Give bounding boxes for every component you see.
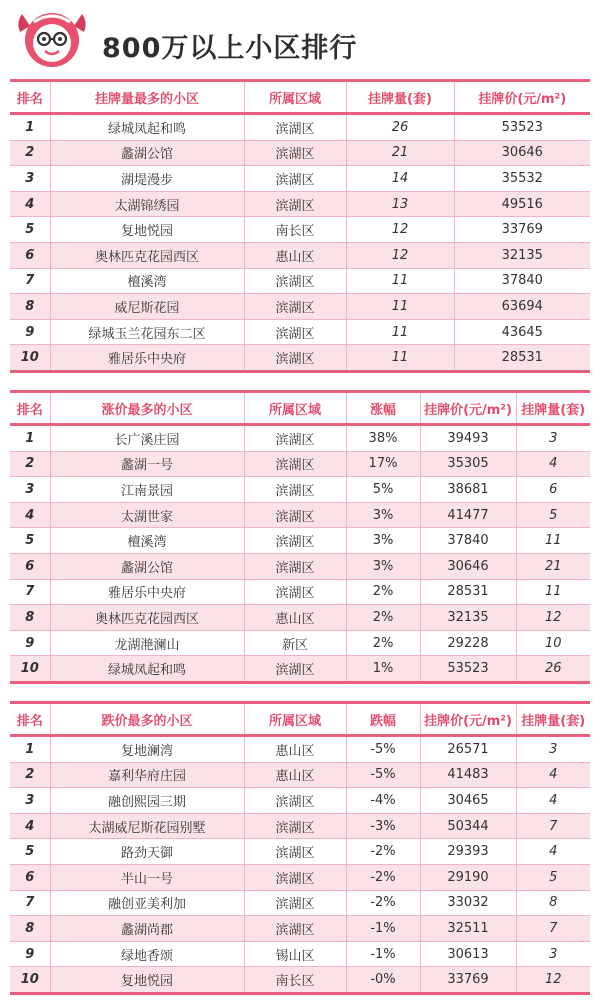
column-header: 排名 bbox=[10, 81, 50, 114]
table-cell: 滨湖区 bbox=[244, 656, 346, 683]
header-row bbox=[10, 392, 590, 425]
table-cell: 33769 bbox=[420, 967, 516, 994]
table-row bbox=[10, 967, 590, 994]
table-cell: 6 bbox=[516, 477, 590, 503]
rank-cell: 6 bbox=[10, 553, 50, 579]
rank-cell: 10 bbox=[10, 967, 50, 994]
table-cell: 滨湖区 bbox=[244, 916, 346, 942]
community-name-cell: 威尼斯花园 bbox=[50, 294, 244, 320]
price-rise-table bbox=[10, 390, 590, 684]
table-cell: 滨湖区 bbox=[244, 528, 346, 554]
table-row bbox=[10, 762, 590, 788]
table-cell: 7 bbox=[516, 813, 590, 839]
table-cell: 惠山区 bbox=[244, 605, 346, 631]
table-cell: 1% bbox=[346, 656, 420, 683]
table-row bbox=[10, 864, 590, 890]
rank-cell: 1 bbox=[10, 425, 50, 452]
table-row bbox=[10, 166, 590, 192]
rank-cell: 4 bbox=[10, 502, 50, 528]
table-cell: 41477 bbox=[420, 502, 516, 528]
table-cell: 滨湖区 bbox=[244, 553, 346, 579]
table-cell: 滨湖区 bbox=[244, 140, 346, 166]
table-cell: 滨湖区 bbox=[244, 477, 346, 503]
table-row bbox=[10, 451, 590, 477]
mascot-logo-icon bbox=[14, 8, 90, 72]
table-cell: 37840 bbox=[420, 528, 516, 554]
table-cell: 32135 bbox=[420, 605, 516, 631]
table-cell: 38681 bbox=[420, 477, 516, 503]
table-cell: 滨湖区 bbox=[244, 788, 346, 814]
rank-cell: 2 bbox=[10, 140, 50, 166]
rank-cell: 6 bbox=[10, 864, 50, 890]
table-cell: 49516 bbox=[454, 191, 590, 217]
rank-cell: 3 bbox=[10, 166, 50, 192]
table-row bbox=[10, 477, 590, 503]
table-cell: 滨湖区 bbox=[244, 319, 346, 345]
table-cell: 11 bbox=[516, 579, 590, 605]
community-name-cell: 龙湖滟澜山 bbox=[50, 630, 244, 656]
table-cell: 3% bbox=[346, 502, 420, 528]
table-row bbox=[10, 191, 590, 217]
table-cell: 12 bbox=[346, 242, 454, 268]
community-name-cell: 半山一号 bbox=[50, 864, 244, 890]
column-header: 挂牌价(元/m²) bbox=[420, 703, 516, 736]
header bbox=[0, 0, 600, 78]
table-cell: 32135 bbox=[454, 242, 590, 268]
rank-cell: 1 bbox=[10, 736, 50, 763]
table-cell: 南长区 bbox=[244, 217, 346, 243]
community-name-cell: 融创亚美利加 bbox=[50, 890, 244, 916]
table-cell: 10 bbox=[516, 630, 590, 656]
table-cell: 滨湖区 bbox=[244, 839, 346, 865]
table-cell: -2% bbox=[346, 864, 420, 890]
table-cell: 30646 bbox=[420, 553, 516, 579]
table-row bbox=[10, 579, 590, 605]
community-name-cell: 复地悦园 bbox=[50, 967, 244, 994]
table-cell: -0% bbox=[346, 967, 420, 994]
rank-cell: 7 bbox=[10, 579, 50, 605]
rank-cell: 1 bbox=[10, 114, 50, 141]
rank-cell: 5 bbox=[10, 217, 50, 243]
table-row bbox=[10, 630, 590, 656]
column-header: 挂牌量(套) bbox=[516, 392, 590, 425]
table-cell: 37840 bbox=[454, 268, 590, 294]
table-cell: 滨湖区 bbox=[244, 191, 346, 217]
rank-cell: 2 bbox=[10, 762, 50, 788]
column-header: 涨价最多的小区 bbox=[50, 392, 244, 425]
community-name-cell: 檀溪湾 bbox=[50, 528, 244, 554]
table-cell: 11 bbox=[346, 268, 454, 294]
community-name-cell: 湖堤漫步 bbox=[50, 166, 244, 192]
column-header: 挂牌量(套) bbox=[516, 703, 590, 736]
community-name-cell: 太湖威尼斯花园别墅 bbox=[50, 813, 244, 839]
table-cell: 29228 bbox=[420, 630, 516, 656]
table-cell: 11 bbox=[346, 294, 454, 320]
price-drop-table bbox=[10, 701, 590, 995]
table-row bbox=[10, 242, 590, 268]
community-name-cell: 檀溪湾 bbox=[50, 268, 244, 294]
table-cell: 8 bbox=[516, 890, 590, 916]
table-cell: 26 bbox=[516, 656, 590, 683]
table-cell: 32511 bbox=[420, 916, 516, 942]
table-cell: 惠山区 bbox=[244, 762, 346, 788]
rank-cell: 10 bbox=[10, 345, 50, 372]
table-cell: 新区 bbox=[244, 630, 346, 656]
table-cell: 2% bbox=[346, 605, 420, 631]
table-cell: 35305 bbox=[420, 451, 516, 477]
table-cell: 50344 bbox=[420, 813, 516, 839]
table-cell: 43645 bbox=[454, 319, 590, 345]
page-title: 800万以上小区排行 bbox=[102, 33, 358, 64]
table-cell: 41483 bbox=[420, 762, 516, 788]
table-cell: 4 bbox=[516, 762, 590, 788]
table-cell: 滨湖区 bbox=[244, 345, 346, 372]
column-header: 跌价最多的小区 bbox=[50, 703, 244, 736]
community-name-cell: 雅居乐中央府 bbox=[50, 579, 244, 605]
table-cell: 11 bbox=[346, 345, 454, 372]
table-cell: 11 bbox=[346, 319, 454, 345]
table-cell: 5 bbox=[516, 864, 590, 890]
table-row bbox=[10, 294, 590, 320]
table-cell: 滨湖区 bbox=[244, 579, 346, 605]
community-name-cell: 融创熙园三期 bbox=[50, 788, 244, 814]
table-cell: 滨湖区 bbox=[244, 268, 346, 294]
table-cell: 33769 bbox=[454, 217, 590, 243]
table-cell: -3% bbox=[346, 813, 420, 839]
table-row bbox=[10, 553, 590, 579]
table-cell: 26 bbox=[346, 114, 454, 141]
header-row bbox=[10, 81, 590, 114]
table-cell: 3% bbox=[346, 528, 420, 554]
table-cell: 滨湖区 bbox=[244, 813, 346, 839]
column-header: 涨幅 bbox=[346, 392, 420, 425]
table-cell: 17% bbox=[346, 451, 420, 477]
community-name-cell: 蠡湖公馆 bbox=[50, 140, 244, 166]
table-cell: 29190 bbox=[420, 864, 516, 890]
community-name-cell: 复地澜湾 bbox=[50, 736, 244, 763]
table-cell: 4 bbox=[516, 839, 590, 865]
community-name-cell: 嘉利华府庄园 bbox=[50, 762, 244, 788]
table-cell: -1% bbox=[346, 941, 420, 967]
column-header: 挂牌量最多的小区 bbox=[50, 81, 244, 114]
table-row bbox=[10, 736, 590, 763]
column-header: 所属区域 bbox=[244, 703, 346, 736]
rank-cell: 6 bbox=[10, 242, 50, 268]
table-cell: 39493 bbox=[420, 425, 516, 452]
table-row bbox=[10, 114, 590, 141]
community-name-cell: 蠡湖一号 bbox=[50, 451, 244, 477]
community-name-cell: 蠡湖公馆 bbox=[50, 553, 244, 579]
table-row bbox=[10, 217, 590, 243]
rank-cell: 9 bbox=[10, 319, 50, 345]
table-cell: 3 bbox=[516, 736, 590, 763]
community-name-cell: 太湖世家 bbox=[50, 502, 244, 528]
table-cell: 惠山区 bbox=[244, 242, 346, 268]
table-cell: 5 bbox=[516, 502, 590, 528]
table-cell: 21 bbox=[516, 553, 590, 579]
table-cell: 28531 bbox=[420, 579, 516, 605]
community-name-cell: 江南景园 bbox=[50, 477, 244, 503]
community-name-cell: 长广溪庄园 bbox=[50, 425, 244, 452]
table-row bbox=[10, 605, 590, 631]
column-header: 所属区域 bbox=[244, 392, 346, 425]
community-name-cell: 奥林匹克花园西区 bbox=[50, 242, 244, 268]
table-row bbox=[10, 941, 590, 967]
table-cell: 滨湖区 bbox=[244, 425, 346, 452]
rank-cell: 8 bbox=[10, 916, 50, 942]
table-cell: 滨湖区 bbox=[244, 451, 346, 477]
rank-cell: 7 bbox=[10, 890, 50, 916]
rank-cell: 5 bbox=[10, 839, 50, 865]
most-listings-table bbox=[10, 79, 590, 373]
table-cell: 12 bbox=[516, 967, 590, 994]
community-name-cell: 路劲天御 bbox=[50, 839, 244, 865]
table-cell: 2% bbox=[346, 630, 420, 656]
community-name-cell: 蠡湖尚郡 bbox=[50, 916, 244, 942]
table-cell: 惠山区 bbox=[244, 736, 346, 763]
rank-cell: 10 bbox=[10, 656, 50, 683]
table-row bbox=[10, 788, 590, 814]
table-cell: 53523 bbox=[454, 114, 590, 141]
table-cell: -2% bbox=[346, 890, 420, 916]
table-cell: -5% bbox=[346, 762, 420, 788]
table-cell: 12 bbox=[516, 605, 590, 631]
table-row bbox=[10, 345, 590, 372]
table-cell: 南长区 bbox=[244, 967, 346, 994]
table-cell: 21 bbox=[346, 140, 454, 166]
column-header: 排名 bbox=[10, 392, 50, 425]
rank-cell: 8 bbox=[10, 294, 50, 320]
table-row bbox=[10, 813, 590, 839]
column-header: 所属区域 bbox=[244, 81, 346, 114]
table-cell: 滨湖区 bbox=[244, 864, 346, 890]
table-cell: 11 bbox=[516, 528, 590, 554]
table-cell: 13 bbox=[346, 191, 454, 217]
table-cell: 3 bbox=[516, 941, 590, 967]
table-cell: 30613 bbox=[420, 941, 516, 967]
table-cell: 滨湖区 bbox=[244, 890, 346, 916]
table-cell: 滨湖区 bbox=[244, 114, 346, 141]
table-cell: 5% bbox=[346, 477, 420, 503]
table-cell: 33032 bbox=[420, 890, 516, 916]
community-name-cell: 太湖锦绣园 bbox=[50, 191, 244, 217]
rank-cell: 7 bbox=[10, 268, 50, 294]
column-header: 挂牌量(套) bbox=[346, 81, 454, 114]
table-cell: 30646 bbox=[454, 140, 590, 166]
table-cell: 2% bbox=[346, 579, 420, 605]
table-cell: 3 bbox=[516, 425, 590, 452]
table-cell: 26571 bbox=[420, 736, 516, 763]
table-row bbox=[10, 656, 590, 683]
table-cell: 7 bbox=[516, 916, 590, 942]
table-row bbox=[10, 839, 590, 865]
table-cell: -4% bbox=[346, 788, 420, 814]
community-name-cell: 雅居乐中央府 bbox=[50, 345, 244, 372]
table-row bbox=[10, 425, 590, 452]
rank-cell: 3 bbox=[10, 477, 50, 503]
community-name-cell: 绿城玉兰花园东二区 bbox=[50, 319, 244, 345]
table-cell: 38% bbox=[346, 425, 420, 452]
table-cell: 29393 bbox=[420, 839, 516, 865]
rank-cell: 5 bbox=[10, 528, 50, 554]
rank-cell: 4 bbox=[10, 191, 50, 217]
community-name-cell: 复地悦园 bbox=[50, 217, 244, 243]
community-name-cell: 绿城凤起和鸣 bbox=[50, 114, 244, 141]
rank-cell: 9 bbox=[10, 941, 50, 967]
table-cell: -2% bbox=[346, 839, 420, 865]
table-cell: 4 bbox=[516, 788, 590, 814]
table-row bbox=[10, 319, 590, 345]
rank-cell: 4 bbox=[10, 813, 50, 839]
table-cell: 35532 bbox=[454, 166, 590, 192]
table-cell: -1% bbox=[346, 916, 420, 942]
table-row bbox=[10, 528, 590, 554]
column-header: 跌幅 bbox=[346, 703, 420, 736]
column-header: 挂牌价(元/m²) bbox=[420, 392, 516, 425]
table-cell: 12 bbox=[346, 217, 454, 243]
table-cell: 63694 bbox=[454, 294, 590, 320]
rank-cell: 2 bbox=[10, 451, 50, 477]
table-cell: 28531 bbox=[454, 345, 590, 372]
table-cell: 53523 bbox=[420, 656, 516, 683]
table-cell: 30465 bbox=[420, 788, 516, 814]
rank-cell: 3 bbox=[10, 788, 50, 814]
table-cell: 14 bbox=[346, 166, 454, 192]
column-header: 排名 bbox=[10, 703, 50, 736]
table-row bbox=[10, 890, 590, 916]
table-cell: -5% bbox=[346, 736, 420, 763]
rank-cell: 9 bbox=[10, 630, 50, 656]
table-row bbox=[10, 140, 590, 166]
community-name-cell: 绿城凤起和鸣 bbox=[50, 656, 244, 683]
column-header: 挂牌价(元/m²) bbox=[454, 81, 590, 114]
rank-cell: 8 bbox=[10, 605, 50, 631]
header-row bbox=[10, 703, 590, 736]
table-row bbox=[10, 916, 590, 942]
table-cell: 锡山区 bbox=[244, 941, 346, 967]
table-cell: 4 bbox=[516, 451, 590, 477]
table-row bbox=[10, 502, 590, 528]
table-row bbox=[10, 268, 590, 294]
table-cell: 滨湖区 bbox=[244, 166, 346, 192]
community-name-cell: 奥林匹克花园西区 bbox=[50, 605, 244, 631]
table-cell: 3% bbox=[346, 553, 420, 579]
table-cell: 滨湖区 bbox=[244, 502, 346, 528]
community-name-cell: 绿地香颂 bbox=[50, 941, 244, 967]
table-cell: 滨湖区 bbox=[244, 294, 346, 320]
